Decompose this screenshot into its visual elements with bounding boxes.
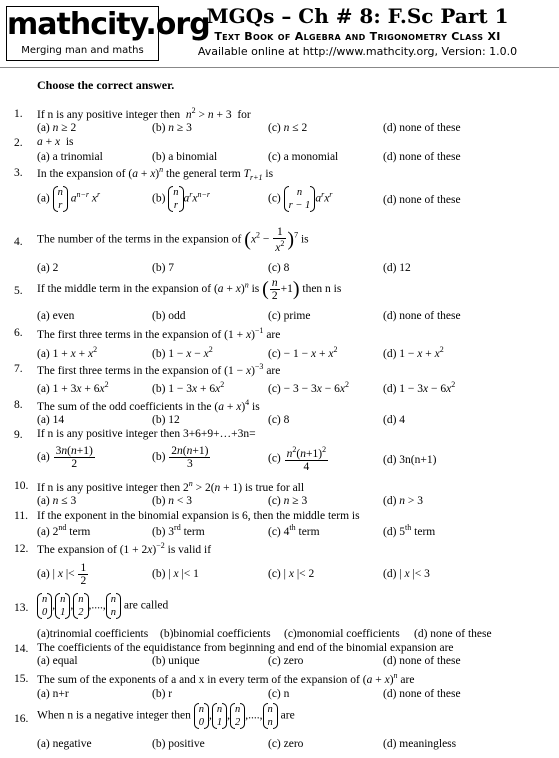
q7-option-b[interactable]: (b) $1 - 3x + 6x^2$ bbox=[152, 380, 225, 395]
q10-option-b[interactable]: (b) n < 3 bbox=[152, 495, 193, 507]
q5-option-c[interactable]: (c) prime bbox=[268, 310, 311, 322]
q12-option-c[interactable]: (c) | x |< 2 bbox=[268, 568, 315, 580]
q16-option-a[interactable]: (a) negative bbox=[37, 738, 92, 750]
q3-option-b[interactable]: (b) n r $a^rx^{n-r}$ bbox=[152, 187, 211, 211]
q15-option-d[interactable]: (d) none of these bbox=[383, 688, 461, 700]
q8-number: 8. bbox=[14, 399, 23, 411]
q13-option-a[interactable]: (a)trinomial coefficients bbox=[37, 628, 149, 640]
q4-option-a[interactable]: (a) 2 bbox=[37, 262, 59, 274]
q3-option-c[interactable]: (c) n r − 1 $a^rx^r$ bbox=[268, 187, 333, 211]
q5-option-a[interactable]: (a) even bbox=[37, 310, 75, 322]
q8-option-b[interactable]: (b) 12 bbox=[152, 414, 180, 426]
q3-option-a[interactable]: (a) n r $a^{n-r}$ $x^r$ bbox=[37, 187, 101, 211]
q12-option-b[interactable]: (b) | x |< 1 bbox=[152, 568, 199, 580]
q4-option-b[interactable]: (b) 7 bbox=[152, 262, 175, 274]
q11-option-b[interactable]: (b) 3rd term bbox=[152, 523, 205, 538]
header bbox=[0, 0, 559, 66]
book-title: Text Book of Algebra and Trigonometry Class XI bbox=[214, 30, 501, 43]
q16-option-b[interactable]: (b) positive bbox=[152, 738, 205, 750]
q12-option-d[interactable]: (d) | x |< 3 bbox=[383, 568, 430, 580]
q15-text: The sum of the exponents of a and x in every term of the expansion of $(a + x)^n$ are bbox=[37, 671, 415, 686]
q1-option-a[interactable]: (a) n ≥ 2 bbox=[37, 122, 77, 134]
q13-option-b[interactable]: (b)binomial coefficients bbox=[160, 628, 271, 640]
q3-text: In the expansion of $(a + x)^n$ the general term $T_{r+1}$ is bbox=[37, 165, 274, 183]
q5-number: 5. bbox=[14, 285, 23, 297]
q14-option-a[interactable]: (a) equal bbox=[37, 655, 78, 667]
q4-option-c[interactable]: (c) 8 bbox=[268, 262, 290, 274]
q2-number: 2. bbox=[14, 137, 23, 149]
q15-option-c[interactable]: (c) n bbox=[268, 688, 290, 700]
q11-number: 11. bbox=[14, 510, 28, 522]
instruction: Choose the correct answer. bbox=[37, 78, 175, 92]
header-divider bbox=[0, 67, 559, 68]
q12-number: 12. bbox=[14, 543, 29, 555]
q5-option-b[interactable]: (b) odd bbox=[152, 310, 186, 322]
q6-text: The first three terms in the expansion of $(1 + x)^{-1}$ are bbox=[37, 326, 281, 341]
q10-text: If n is any positive integer then $2^n > 2(n + 1)$ is true for all bbox=[37, 479, 305, 494]
q11-option-a[interactable]: (a) 2nd term bbox=[37, 523, 91, 538]
q16-option-c[interactable]: (c) zero bbox=[268, 738, 304, 750]
q6-option-d[interactable]: (d) $1 - x + x^2$ bbox=[383, 345, 444, 360]
q1-number: 1. bbox=[14, 108, 23, 120]
q5-text: If the middle term in the expansion of $(a + x)^n$ is ( $\frac{n}{2}$ +1) then n is bbox=[37, 277, 342, 302]
q9-option-b[interactable]: (b) $\frac{2n(n+1)}{3}$ bbox=[152, 445, 209, 470]
q11-option-d[interactable]: (d) 5th term bbox=[383, 523, 436, 538]
q14-option-c[interactable]: (c) zero bbox=[268, 655, 304, 667]
q10-number: 10. bbox=[14, 480, 29, 492]
q4-text: The number of the terms in the expansion of ($x^2$ − $\frac{1}{x^2}$ )$^7$ is bbox=[37, 226, 309, 254]
q15-option-b[interactable]: (b) r bbox=[152, 688, 173, 700]
q13-text: n 0 , n 1 , n 2 ,...., n n are called bbox=[37, 593, 168, 619]
q9-number: 9. bbox=[14, 429, 23, 441]
q2-option-b[interactable]: (b) a binomial bbox=[152, 151, 218, 163]
q14-option-d[interactable]: (d) none of these bbox=[383, 655, 461, 667]
q8-option-c[interactable]: (c) 8 bbox=[268, 414, 290, 426]
q15-number: 15. bbox=[14, 673, 29, 685]
q15-option-a[interactable]: (a) n+r bbox=[37, 688, 69, 700]
q14-number: 14. bbox=[14, 643, 29, 655]
q9-option-d[interactable]: (d) 3n(n+1) bbox=[383, 454, 437, 466]
q2-text: a + x is bbox=[37, 136, 74, 148]
q13-option-c[interactable]: (c)monomial coefficients bbox=[284, 628, 400, 640]
q1-option-b[interactable]: (b) n ≥ 3 bbox=[152, 122, 192, 134]
q3-option-d[interactable]: (d) none of these bbox=[383, 194, 461, 206]
q11-text: If the exponent in the binomial expansion is 6, then the middle term is bbox=[37, 510, 360, 522]
q7-option-d[interactable]: (d) $1 - 3x - 6x^2$ bbox=[383, 380, 456, 395]
logo-text: mathcity.org bbox=[7, 7, 210, 42]
q16-number: 16. bbox=[14, 713, 29, 725]
q16-option-d[interactable]: (d) meaningless bbox=[383, 738, 457, 750]
q5-option-d[interactable]: (d) none of these bbox=[383, 310, 461, 322]
q9-text: If n is any positive integer then 3+6+9+…+3n= bbox=[37, 428, 256, 440]
q12-option-a[interactable]: (a) | x |< $\frac{1}{2}$ bbox=[37, 562, 87, 587]
q16-text: When n is a negative integer then n 0 , n 1 , n 2 ,...., n n are bbox=[37, 704, 295, 728]
page-title: MGQs – Ch # 8: F.Sc Part 1 bbox=[206, 4, 509, 28]
q10-option-a[interactable]: (a) n ≤ 3 bbox=[37, 495, 77, 507]
q1-option-c[interactable]: (c) n ≤ 2 bbox=[268, 122, 308, 134]
q8-text: The sum of the odd coefficients in the $(a + x)^4$ is bbox=[37, 398, 260, 413]
q12-text: The expansion of $(1 + 2x)^{-2}$ is valid if bbox=[37, 541, 212, 556]
q3-number: 3. bbox=[14, 167, 23, 179]
q11-option-c[interactable]: (c) 4th term bbox=[268, 523, 320, 538]
q14-option-b[interactable]: (b) unique bbox=[152, 655, 200, 667]
q13-number: 13. bbox=[14, 602, 29, 614]
q6-option-c[interactable]: $(c) - 1 - x + x^2$ bbox=[268, 345, 338, 360]
q6-option-a[interactable]: (a) $1 + x + x^2$ bbox=[37, 345, 98, 360]
site-logo[interactable] bbox=[6, 6, 210, 61]
q7-option-c[interactable]: $(c) - 3 - 3x - 6x^2$ bbox=[268, 380, 349, 395]
q7-text: The first three terms in the expansion of $(1 - x)^{-3}$ are bbox=[37, 362, 281, 377]
q9-option-a[interactable]: (a) $\frac{3n(n+1)}{2}$ bbox=[37, 445, 93, 470]
q4-number: 4. bbox=[14, 236, 23, 248]
q7-option-a[interactable]: (a) $1 + 3x + 6x^2$ bbox=[37, 380, 109, 395]
q10-option-c[interactable]: (c) n ≥ 3 bbox=[268, 495, 308, 507]
q14-text: The coefficients of the equidistance from beginning and end of the binomial expansion are bbox=[37, 642, 454, 654]
q13-option-d[interactable]: (d) none of these bbox=[414, 628, 492, 640]
q8-option-a[interactable]: (a) 14 bbox=[37, 414, 65, 426]
q2-option-a[interactable]: (a) a trinomial bbox=[37, 151, 103, 163]
availability-line: Available online at http://www.mathcity.org, Version: 1.0.0 bbox=[197, 45, 518, 58]
q9-option-c[interactable]: (c) $\frac{n^2(n+1)^2}{4}$ bbox=[268, 445, 327, 473]
q1-text: If n is any positive integer then $n^2 > n + 3$ for bbox=[37, 106, 251, 121]
q2-option-c[interactable]: (c) a monomial bbox=[268, 151, 339, 163]
q10-option-d[interactable]: (d) n > 3 bbox=[383, 495, 424, 507]
q6-option-b[interactable]: (b) $1 - x - x^2$ bbox=[152, 345, 213, 360]
q1-option-d[interactable]: (d) none of these bbox=[383, 122, 461, 134]
q6-number: 6. bbox=[14, 327, 23, 339]
q4-option-d[interactable]: (d) 12 bbox=[383, 262, 411, 274]
q2-option-d[interactable]: (d) none of these bbox=[383, 151, 461, 163]
logo-tagline: Merging man and maths bbox=[21, 45, 144, 56]
q8-option-d[interactable]: (d) 4 bbox=[383, 414, 406, 426]
q7-number: 7. bbox=[14, 363, 23, 375]
